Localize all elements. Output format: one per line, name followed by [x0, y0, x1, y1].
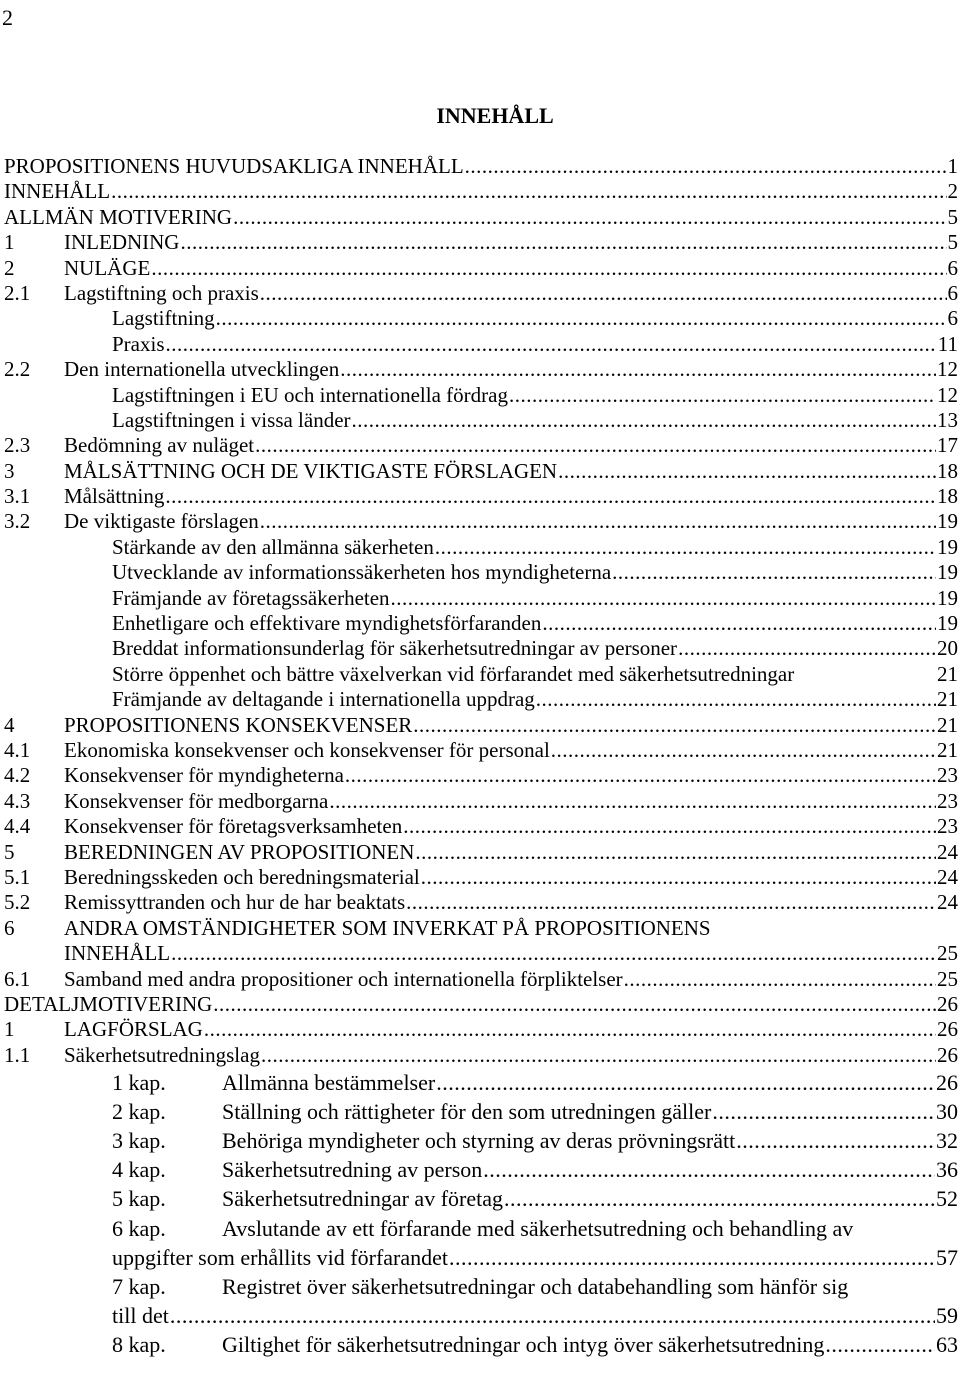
toc-chapter-entry	[4, 1097, 958, 1126]
toc-entry	[4, 941, 958, 966]
toc-entry	[4, 789, 958, 814]
toc-chapter-kap: 2 kap.	[112, 1099, 166, 1125]
toc-entry-page: 6	[947, 280, 958, 305]
toc-entry-title: Enhetligare och effektivare myndighetsförfaranden	[112, 611, 542, 636]
toc-entry-page: 24	[937, 890, 958, 915]
dot-leader	[329, 789, 936, 814]
toc-entry-page: 21	[937, 712, 958, 737]
toc-entry-page: 26	[937, 1042, 958, 1067]
toc-entry	[4, 560, 958, 585]
dot-leader	[415, 840, 936, 865]
toc-chapter-kap: 4 kap.	[112, 1157, 166, 1183]
dot-leader	[406, 890, 936, 915]
toc-chapter-entry	[4, 1155, 958, 1184]
toc-chapter-kap: 7 kap.	[112, 1273, 166, 1299]
toc-entry-page: 5	[947, 204, 958, 229]
toc-entry-page: 21	[937, 661, 958, 686]
toc-entry-page: 59	[936, 1302, 958, 1328]
toc-entry-number: 4.4	[4, 814, 31, 839]
toc-entry-number: 6	[4, 915, 15, 940]
toc-entry-title: Behöriga myndigheter och styrning av deras prövningsrätt	[222, 1128, 736, 1154]
toc-entry-title: Främjande av deltagande i internationella uppdrag	[112, 687, 535, 712]
toc-entry-title: Utvecklande av informationssäkerheten hos myndigheterna	[112, 560, 612, 585]
toc-entry	[4, 1043, 958, 1068]
toc-entry-page: 1	[947, 154, 958, 178]
toc-entry-title: MÅLSÄTTNING OCH DE VIKTIGASTE FÖRSLAGEN	[64, 458, 558, 483]
toc-entry-number: 1	[4, 230, 15, 255]
toc-entry-page: 12	[937, 357, 958, 382]
toc-entry-title: uppgifter som erhållits vid förfarandet	[112, 1244, 449, 1270]
toc-entry-title: LAGFÖRSLAG	[64, 1017, 203, 1042]
dot-leader	[558, 459, 936, 484]
toc-entry-title: Större öppenhet och bättre växelverkan vid förfarandet med säkerhetsutredningar	[112, 661, 795, 686]
toc-entry-title: PROPOSITIONENS HUVUDSAKLIGA INNEHÅLL	[4, 154, 464, 178]
toc-entry-title: De viktigaste förslagen	[64, 509, 259, 534]
toc-entry-page: 23	[937, 814, 958, 839]
dot-leader	[678, 636, 936, 661]
toc-entry-title: Samband med andra propositioner och internationella förpliktelser	[64, 966, 623, 991]
dot-leader	[436, 1068, 935, 1097]
toc-entry-page: 32	[936, 1128, 958, 1154]
dot-leader	[233, 205, 946, 230]
dot-leader	[421, 865, 936, 890]
toc-entry-title: Ekonomiska konsekvenser och konsekvenser för personal	[64, 737, 550, 762]
dot-leader	[504, 1184, 935, 1213]
toc-entry-page: 5	[947, 230, 958, 255]
toc-chapter-kap: 5 kap.	[112, 1186, 166, 1212]
toc-entry-page: 6	[947, 255, 958, 280]
dot-leader	[712, 1097, 935, 1126]
toc-chapter-entry	[4, 1330, 958, 1359]
toc-entry-title: Breddat informationsunderlag för säkerhetsutredningar av personer	[112, 636, 678, 661]
dot-leader	[260, 509, 936, 534]
toc-entry-page: 57	[936, 1244, 958, 1270]
toc-entry-title: Lagstiftningen i EU och internationella fördrag	[112, 382, 508, 407]
page-number: 2	[2, 5, 13, 30]
dot-leader	[536, 687, 936, 712]
toc-entry-page: 19	[937, 534, 958, 559]
dot-leader	[340, 357, 936, 382]
toc-entry	[4, 535, 958, 560]
toc-entry-page: 25	[937, 941, 958, 966]
toc-entry	[4, 992, 958, 1017]
toc-entry-number: 4.3	[4, 788, 31, 813]
toc-entry	[4, 408, 958, 433]
toc-entry-number: 3.1	[4, 484, 31, 509]
dot-leader	[612, 560, 936, 585]
toc-entry	[4, 230, 958, 255]
dot-leader	[413, 713, 936, 738]
toc-entry-number: 3	[4, 458, 15, 483]
toc-entry	[4, 154, 958, 179]
toc-chapter-entry	[4, 1214, 958, 1243]
toc-entry	[4, 611, 958, 636]
toc-entry	[4, 586, 958, 611]
toc-entry-page: 36	[936, 1157, 958, 1183]
toc-entry-page: 6	[947, 306, 958, 331]
dot-leader	[345, 763, 936, 788]
toc-entry-title: Lagstiftning	[112, 306, 215, 331]
toc-entry	[4, 509, 958, 534]
dot-leader	[391, 586, 936, 611]
toc-entry-number: 5	[4, 839, 15, 864]
toc-entry	[4, 890, 958, 915]
toc-entry-page: 26	[937, 1017, 958, 1042]
toc-entry-title: Konsekvenser för medborgarna	[64, 788, 329, 813]
toc-chapter-kap: 8 kap.	[112, 1331, 166, 1357]
toc-entry-number: 2.2	[4, 357, 31, 382]
toc-entry-title: Målsättning	[64, 484, 165, 509]
dot-leader	[111, 179, 946, 204]
toc-entry	[4, 840, 958, 865]
toc-entry-page: 21	[937, 687, 958, 712]
toc-chapter-entry	[4, 1184, 958, 1213]
toc-entry-page: 13	[937, 407, 958, 432]
dot-leader	[542, 611, 936, 636]
toc-entry-page: 23	[937, 763, 958, 788]
toc-entry-page: 26	[937, 991, 958, 1016]
toc-entry	[4, 814, 958, 839]
toc-entry-page: 24	[937, 839, 958, 864]
toc-entry	[4, 357, 958, 382]
dot-leader	[403, 814, 936, 839]
toc-entry-title: Säkerhetsutredning av person	[222, 1157, 483, 1183]
toc-entry-title: Konsekvenser för företagsverksamheten	[64, 814, 403, 839]
toc-entry-title: INNEHÅLL	[64, 941, 171, 966]
dot-leader	[435, 535, 936, 560]
toc-entry-number: 5.1	[4, 864, 31, 889]
toc-entry-title: Avslutande av ett förfarande med säkerhetsutredning och behandling av	[222, 1215, 854, 1241]
dot-leader	[170, 1301, 935, 1330]
dot-leader	[465, 154, 947, 179]
dot-leader	[551, 738, 936, 763]
toc-entry-title: Beredningsskeden och beredningsmaterial	[64, 864, 420, 889]
toc-chapter-entry	[4, 1068, 958, 1097]
dot-leader	[213, 992, 936, 1017]
toc-entry-title: Säkerhetsutredningar av företag	[222, 1186, 503, 1212]
toc-entry	[4, 332, 958, 357]
toc-entry-page: 21	[937, 737, 958, 762]
toc-entry-title: Remissyttranden och hur de har beaktats	[64, 890, 406, 915]
dot-leader	[352, 408, 936, 433]
toc-chapter-continuation	[4, 1243, 958, 1272]
toc-chapter-kap: 1 kap.	[112, 1070, 166, 1096]
dot-leader	[204, 1017, 936, 1042]
toc-entry-title: Bedömning av nuläget	[64, 433, 255, 458]
toc-chapter-entry	[4, 1272, 958, 1301]
toc-entry-page: 25	[937, 966, 958, 991]
toc-entry-number: 4.1	[4, 737, 31, 762]
toc-entry-page: 26	[936, 1070, 958, 1096]
toc-entry-number: 4	[4, 712, 15, 737]
toc-entry-title: Konsekvenser för myndigheterna	[64, 763, 344, 788]
toc-entry-title: Lagstiftning och praxis	[64, 280, 259, 305]
toc-entry	[4, 459, 958, 484]
dot-leader	[151, 256, 946, 281]
toc-entry-title: PROPOSITIONENS KONSEKVENSER	[64, 712, 413, 737]
toc-entry	[4, 433, 958, 458]
toc-entry-title: Den internationella utvecklingen	[64, 357, 340, 382]
toc-entry-number: 2	[4, 255, 15, 280]
toc-entry-number: 2.1	[4, 280, 31, 305]
dot-leader	[216, 306, 947, 331]
dot-leader	[180, 230, 946, 255]
toc-chapter-continuation	[4, 1301, 958, 1330]
toc-entry-number: 1	[4, 1017, 15, 1042]
toc-entry-title: till det	[112, 1302, 169, 1328]
dot-leader	[255, 433, 936, 458]
toc-entry-title: Säkerhetsutredningslag	[64, 1042, 260, 1067]
toc-entry-page: 11	[937, 331, 958, 356]
toc-entry-number: 6.1	[4, 966, 31, 991]
toc-entry	[4, 484, 958, 509]
dot-leader	[449, 1243, 935, 1272]
dot-leader	[260, 281, 947, 306]
toc-entry-title: ALLMÄN MOTIVERING	[4, 204, 233, 229]
toc-entry-number: 1.1	[4, 1042, 31, 1067]
toc-entry-title: BEREDNINGEN AV PROPOSITIONEN	[64, 839, 415, 864]
toc-entry	[4, 306, 958, 331]
toc-entry	[4, 1017, 958, 1042]
toc-entry	[4, 179, 958, 204]
toc-entry-number: 4.2	[4, 763, 31, 788]
toc-entry-page: 12	[937, 382, 958, 407]
toc-entry	[4, 662, 958, 687]
toc-entry-page: 2	[947, 179, 958, 204]
toc-entry-title: Giltighet för säkerhetsutredningar och intyg över säkerhetsutredning	[222, 1331, 825, 1357]
toc-chapter-entry	[4, 1126, 958, 1155]
toc-entry	[4, 687, 958, 712]
toc-chapter-kap: 3 kap.	[112, 1128, 166, 1154]
toc-heading: INNEHÅLL	[436, 103, 554, 128]
toc-entry-page: 63	[936, 1331, 958, 1357]
toc-entry-page: 19	[937, 509, 958, 534]
toc-entry-title: Praxis	[112, 331, 165, 356]
toc-entry-page: 20	[937, 636, 958, 661]
dot-leader	[509, 383, 936, 408]
toc-entry-page: 30	[936, 1099, 958, 1125]
toc-entry-page: 19	[937, 560, 958, 585]
toc-entry	[4, 205, 958, 230]
dot-leader	[736, 1126, 935, 1155]
toc-entry	[4, 383, 958, 408]
toc-entry-title: DETALJMOTIVERING	[4, 991, 213, 1016]
toc-entry-title: Allmänna bestämmelser	[222, 1070, 436, 1096]
toc-entry	[4, 763, 958, 788]
dot-leader	[165, 484, 936, 509]
table-of-contents	[4, 154, 958, 1359]
toc-entry-title: INLEDNING	[64, 230, 180, 255]
toc-entry-page: 24	[937, 864, 958, 889]
toc-entry-number: 5.2	[4, 890, 31, 915]
toc-entry	[4, 281, 958, 306]
toc-entry-page: 18	[937, 484, 958, 509]
toc-entry-title: Registret över säkerhetsutredningar och databehandling som hänför sig	[222, 1273, 849, 1299]
dot-leader	[624, 967, 936, 992]
toc-entry-title: Lagstiftningen i vissa länder	[112, 407, 351, 432]
toc-entry-title: NULÄGE	[64, 255, 151, 280]
toc-entry-page: 18	[937, 458, 958, 483]
toc-entry-title: Ställning och rättigheter för den som utredningen gäller	[222, 1099, 712, 1125]
toc-entry-title: Främjande av företagssäkerheten	[112, 585, 390, 610]
toc-entry	[4, 865, 958, 890]
toc-entry-page: 19	[937, 585, 958, 610]
dot-leader	[166, 332, 937, 357]
toc-entry	[4, 636, 958, 661]
toc-entry-title: INNEHÅLL	[4, 179, 111, 204]
dot-leader	[171, 941, 936, 966]
dot-leader	[261, 1043, 936, 1068]
toc-entry	[4, 967, 958, 992]
toc-entry	[4, 256, 958, 281]
toc-entry	[4, 713, 958, 738]
toc-entry-page: 17	[937, 433, 958, 458]
dot-leader	[825, 1330, 935, 1359]
toc-entry-number: 2.3	[4, 433, 31, 458]
dot-leader	[483, 1155, 935, 1184]
toc-entry	[4, 738, 958, 763]
toc-entry	[4, 916, 958, 941]
toc-entry-page: 19	[937, 611, 958, 636]
toc-entry-page: 23	[937, 788, 958, 813]
toc-entry-title: Stärkande av den allmänna säkerheten	[112, 534, 434, 559]
toc-chapter-kap: 6 kap.	[112, 1215, 166, 1241]
toc-entry-number: 3.2	[4, 509, 31, 534]
toc-entry-title: ANDRA OMSTÄNDIGHETER SOM INVERKAT PÅ PROPOSITIONENS	[64, 915, 711, 940]
toc-entry-page: 52	[936, 1186, 958, 1212]
